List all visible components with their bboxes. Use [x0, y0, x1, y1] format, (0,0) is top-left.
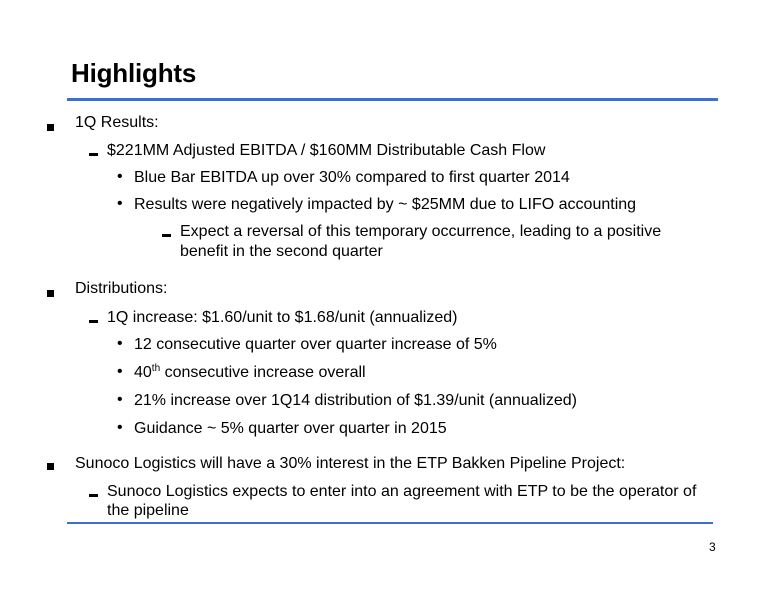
dash-bullet-icon [89, 320, 98, 323]
dot-bullet-icon: • [117, 419, 123, 436]
item-guidance: Guidance ~ 5% quarter over quarter in 2015 [134, 420, 447, 437]
dot-bullet-icon: • [117, 195, 123, 212]
item-reversal-line2: benefit in the second quarter [180, 243, 383, 260]
item-21-percent: 21% increase over 1Q14 distribution of $1.39/unit (annualized) [134, 392, 577, 409]
sub-bullet-operator-line2: the pipeline [107, 502, 189, 519]
bullet-distributions: Distributions: [75, 280, 168, 297]
square-bullet-icon [47, 124, 54, 131]
sub-bullet-1q-increase: 1Q increase: $1.60/unit to $1.68/unit (annualized) [107, 309, 458, 326]
dot-bullet-icon: • [117, 335, 123, 352]
sub-bullet-ebitda: $221MM Adjusted EBITDA / $160MM Distributable Cash Flow [107, 142, 546, 159]
item-blue-bar-ebitda: Blue Bar EBITDA up over 30% compared to first quarter 2014 [134, 169, 570, 186]
bullet-bakken-pipeline: Sunoco Logistics will have a 30% interest in the ETP Bakken Pipeline Project: [75, 455, 626, 472]
slide-title: Highlights [71, 58, 197, 88]
item-lifo-impact: Results were negatively impacted by ~ $25MM due to LIFO accounting [134, 196, 637, 213]
square-bullet-icon [47, 463, 54, 470]
title-divider [67, 98, 718, 101]
item-40th-consecutive: 40th consecutive increase overall [134, 363, 366, 381]
footer-divider [67, 522, 713, 524]
bullet-1q-results: 1Q Results: [75, 114, 159, 131]
sub-bullet-operator-line1: Sunoco Logistics expects to enter into an agreement with ETP to be the operator of [107, 483, 697, 500]
dot-bullet-icon: • [117, 391, 123, 408]
dot-bullet-icon: • [117, 363, 123, 380]
dot-bullet-icon: • [117, 168, 123, 185]
page-number: 3 [709, 540, 716, 554]
square-bullet-icon [47, 290, 54, 297]
dash-bullet-icon [89, 153, 98, 156]
dash-bullet-icon [89, 494, 98, 497]
item-12-consecutive: 12 consecutive quarter over quarter increase of 5% [134, 336, 497, 353]
item-reversal-line1: Expect a reversal of this temporary occurrence, leading to a positive [180, 223, 662, 240]
dash-bullet-icon [162, 234, 171, 237]
